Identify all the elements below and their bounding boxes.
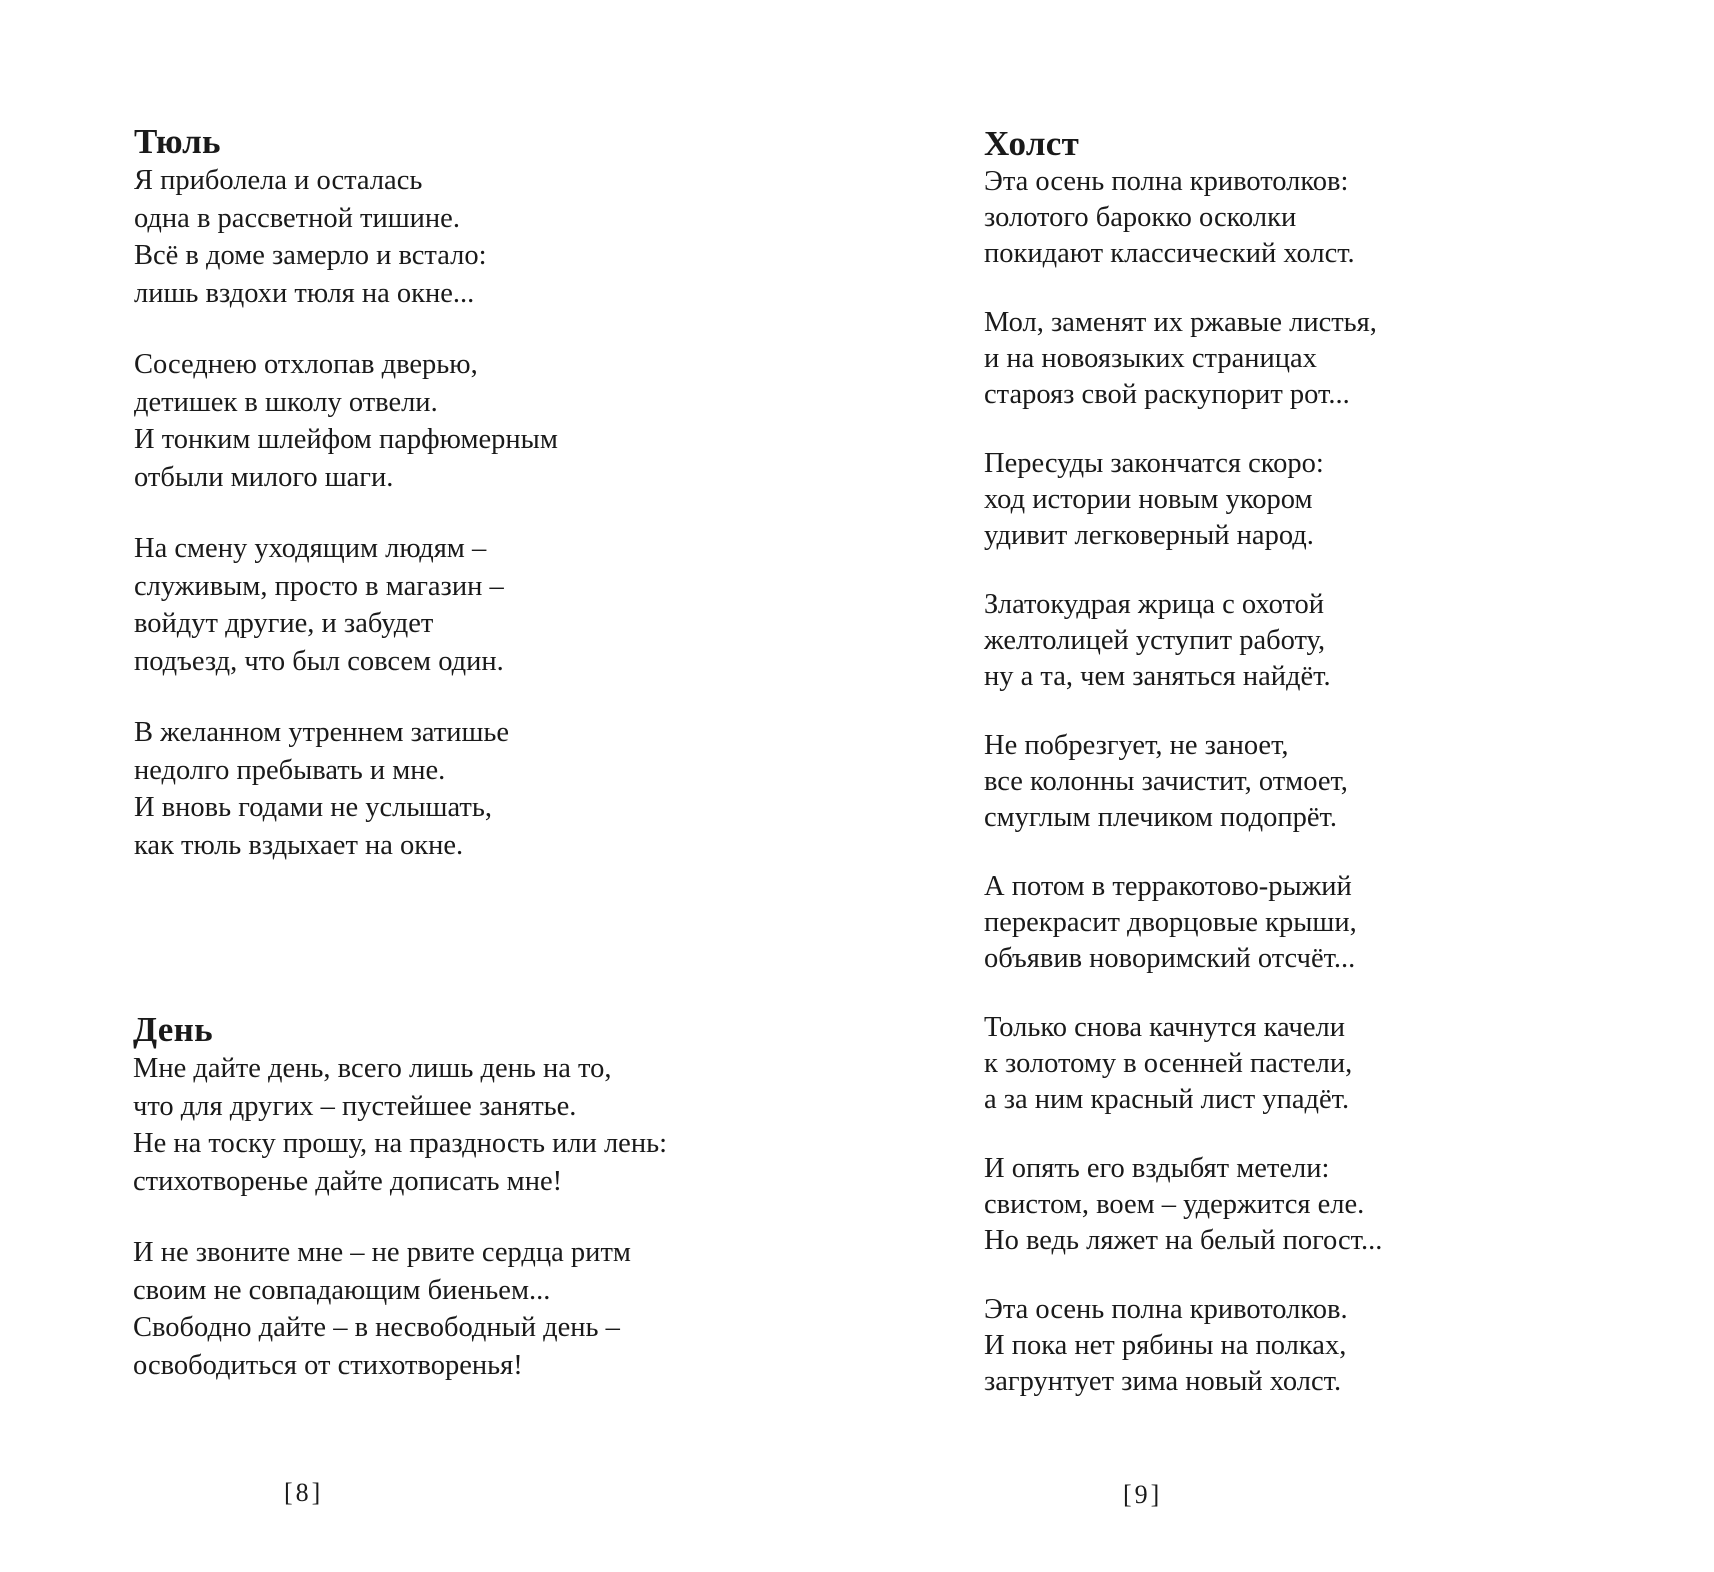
poem-line: подъезд, что был совсем один. — [134, 645, 504, 677]
poem-line: а за ним красный лист упадёт. — [984, 1084, 1350, 1115]
poem-line: В желанном утреннем затишье — [134, 717, 510, 748]
poem-line: На смену уходящим людям – — [134, 533, 487, 564]
stanza — [134, 530, 558, 680]
stanza — [984, 164, 1382, 272]
poem-title: Тюль — [134, 122, 221, 161]
poem-kholst — [984, 124, 1382, 1400]
poem-line: Всё в доме замерло и встало: — [134, 240, 487, 271]
poem-line: объявив новоримский отсчёт... — [984, 943, 1356, 974]
poem-line: И вновь годами не услышать, — [134, 792, 492, 823]
poem-line: Пересуды закончатся скоро: — [984, 448, 1324, 479]
poem-line: Не побрезгует, не заноет, — [984, 730, 1289, 761]
poem-line: И не звоните мне – не рвите сердца ритм — [133, 1237, 631, 1268]
stanza — [984, 869, 1382, 977]
poem-line: золотого барокко осколки — [984, 202, 1297, 233]
poem-den — [133, 1010, 667, 1384]
poem-line: ну а та, чем заняться найдёт. — [984, 661, 1331, 692]
poem-line: перекрасит дворцовые крыши, — [984, 907, 1357, 938]
poem-line: И опять его вздыбят метели: — [984, 1153, 1330, 1184]
poem-body — [133, 1050, 667, 1384]
poem-line: освободиться от стихотворенья! — [133, 1349, 523, 1381]
poem-line: детишек в школу отвели. — [134, 386, 438, 418]
poem-line: одна в рассветной тишине. — [134, 202, 460, 234]
poem-line: свистом, воем – удержится еле. — [984, 1189, 1365, 1220]
poem-line: как тюль вздыхает на окне. — [134, 829, 464, 861]
poem-line: покидают классический холст. — [984, 238, 1355, 269]
stanza — [984, 1292, 1382, 1400]
poem-line: лишь вздохи тюля на окне... — [134, 277, 475, 309]
stanza — [984, 728, 1382, 836]
stanza — [984, 1151, 1382, 1259]
stanza — [134, 714, 558, 864]
poem-line: И пока нет рябины на полках, — [984, 1330, 1347, 1361]
stanza — [984, 1010, 1382, 1118]
poem-line: что для других – пустейшее занятье. — [133, 1090, 577, 1122]
poem-title: День — [133, 1010, 213, 1049]
stanza — [133, 1050, 667, 1200]
left-page — [0, 0, 840, 1572]
stanza — [984, 305, 1382, 413]
right-page — [857, 0, 1714, 1572]
poem-line: А потом в терракотово-рыжий — [984, 871, 1352, 902]
poem-line: стихотворенье дайте дописать мне! — [133, 1165, 563, 1197]
poem-title: Холст — [984, 124, 1080, 163]
poem-line: Эта осень полна кривотолков: — [984, 166, 1349, 197]
poem-line: удивит легковерный народ. — [984, 520, 1314, 551]
stanza — [134, 162, 558, 312]
poem-line: старояз свой раскупорит рот... — [984, 379, 1350, 410]
stanza — [984, 446, 1382, 554]
poem-line: ход истории новым укором — [984, 484, 1313, 515]
poem-tul — [134, 122, 558, 864]
page-number: [9] — [1123, 1480, 1163, 1509]
poem-line: Мне дайте день, всего лишь день на то, — [133, 1053, 612, 1084]
poem-line: все колонны зачистит, отмоет, — [984, 766, 1348, 797]
poem-line: смуглым плечиком подопрёт. — [984, 802, 1337, 833]
poem-body — [984, 164, 1382, 1400]
poem-line: своим не совпадающим биеньем... — [133, 1274, 551, 1306]
poem-line: Я приболела и осталась — [134, 165, 423, 196]
poem-line: Только снова качнутся качели — [984, 1012, 1345, 1043]
poem-line: Эта осень полна кривотолков. — [984, 1294, 1348, 1325]
poem-line: Златокудрая жрица с охотой — [984, 589, 1325, 620]
poem-line: Свободно дайте – в несвободный день – — [133, 1312, 620, 1343]
poem-line: служивым, просто в магазин – — [134, 570, 504, 602]
poem-line: загрунтует зима новый холст. — [984, 1366, 1342, 1397]
poem-line: к золотому в осенней пастели, — [984, 1048, 1353, 1079]
stanza — [133, 1234, 667, 1384]
poem-line: желтолицей уступит работу, — [984, 625, 1326, 656]
page-number: [8] — [284, 1478, 324, 1507]
poem-line: недолго пребывать и мне. — [134, 754, 446, 786]
poem-body — [134, 162, 558, 864]
stanza — [984, 587, 1382, 695]
stanza — [134, 346, 558, 496]
poem-line: и на новоязыких страницах — [984, 343, 1317, 374]
poem-line: Мол, заменят их ржавые листья, — [984, 307, 1377, 338]
poem-line: Но ведь ляжет на белый погост... — [984, 1225, 1383, 1256]
poem-line: Не на тоску прошу, на праздность или лень: — [133, 1128, 667, 1159]
poem-line: Соседнею отхлопав дверью, — [134, 349, 478, 380]
poem-line: И тонким шлейфом парфюмерным — [134, 424, 558, 455]
poem-line: войдут другие, и забудет — [134, 608, 434, 639]
poem-line: отбыли милого шаги. — [134, 461, 394, 493]
